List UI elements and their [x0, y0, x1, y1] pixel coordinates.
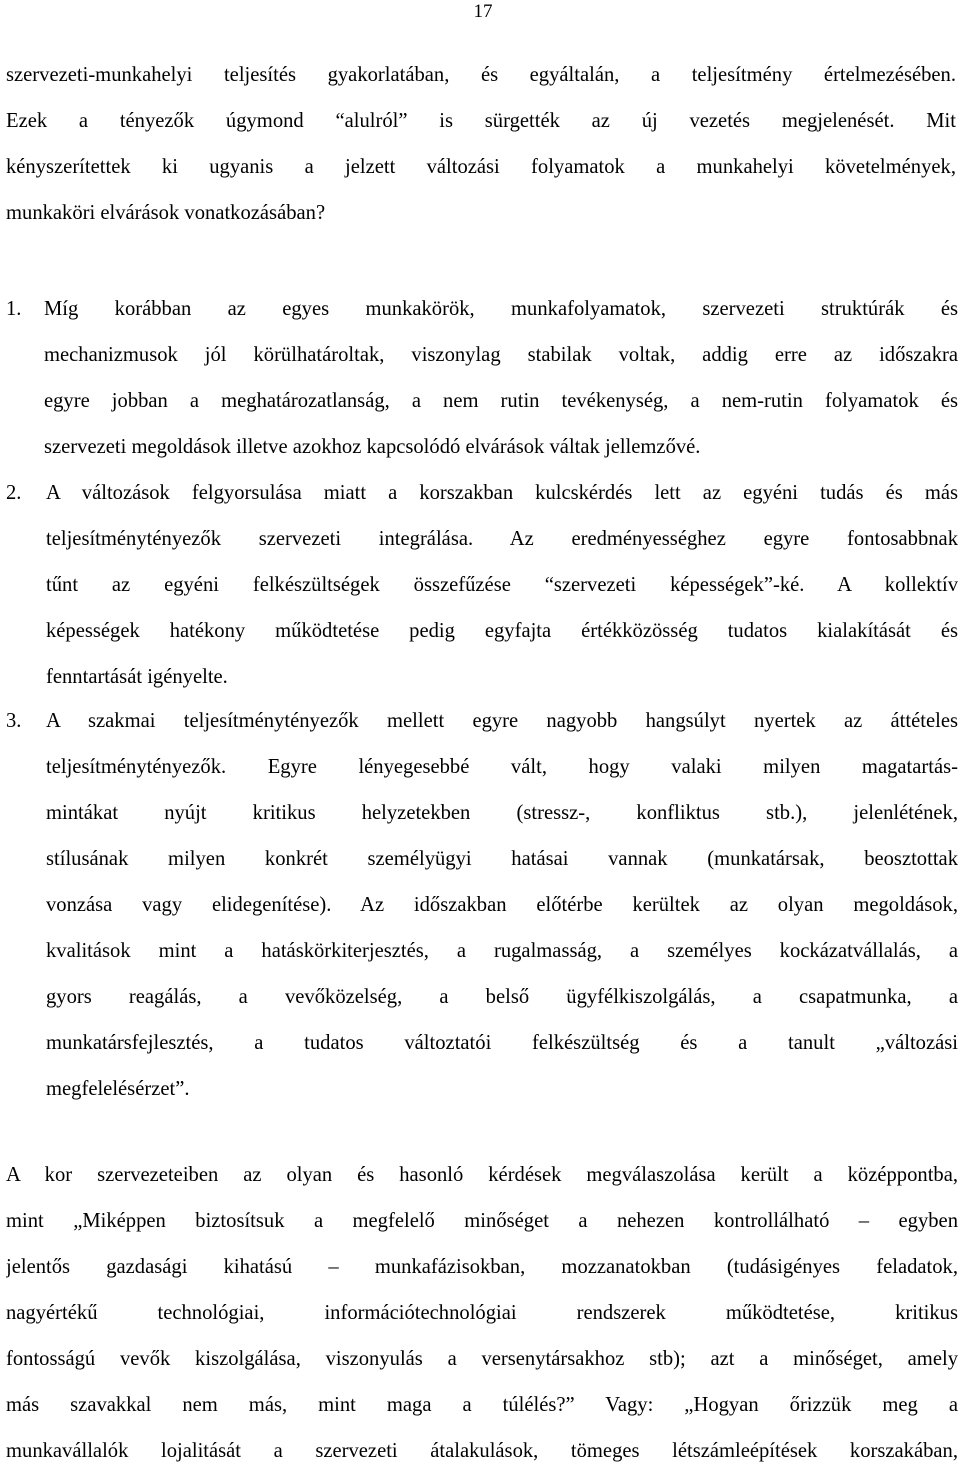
text-line: stílusának milyen konkrét személyügyi hatásai vannak (munkatársak, beosztottak [46, 848, 958, 870]
list-item-number: 3. [6, 710, 22, 732]
text-line: szervezeti megoldások illetve azokhoz kapcsolódó elvárások váltak jellemzővé. [44, 436, 701, 458]
intro-paragraph [6, 52, 956, 236]
text-line: teljesítménytényezők szervezeti integrálása. Az eredményességhez egyre fontosabbnak [46, 528, 958, 550]
text-line: megfelelésérzet”. [46, 1078, 190, 1100]
final-paragraph [6, 1152, 958, 1474]
list-item-text [46, 698, 958, 1112]
text-line: munkavállalók lojalitását a szervezeti átalakulások, tömeges létszámleépítések korszakában, [6, 1440, 958, 1462]
text-line: mintákat nyújt kritikus helyzetekben (stressz-, konfliktus stb.), jelenlétének, [46, 802, 958, 824]
text-line: egyre jobban a meghatározatlanság, a nem rutin tevékenység, a nem-rutin folyamatok és [44, 390, 958, 412]
list-item-number: 2. [6, 482, 22, 504]
text-line: fenntartását igényelte. [46, 666, 228, 688]
text-line: Míg korábban az egyes munkakörök, munkafolyamatok, szervezeti struktúrák és [44, 298, 958, 320]
text-line: A változások felgyorsulása miatt a korszakban kulcskérdés lett az egyéni tudás és más [46, 482, 958, 504]
text-line: jelentős gazdasági kihatású – munkafázisokban, mozzanatokban (tudásigényes feladatok, [6, 1256, 958, 1278]
list-item-text [46, 470, 958, 700]
text-line: munkaköri elvárások vonatkozásában? [6, 202, 326, 224]
text-line: mint „Miképpen biztosítsuk a megfelelő minőséget a nehezen kontrollálható – egyben [6, 1210, 958, 1232]
text-line: más szavakkal nem más, mint maga a túlélés?” Vagy: „Hogyan őrizzük meg a [6, 1394, 958, 1416]
text-line: gyors reagálás, a vevőközelség, a belső ügyfélkiszolgálás, a csapatmunka, a [46, 986, 958, 1008]
text-line: A szakmai teljesítménytényezők mellett egyre nagyobb hangsúlyt nyertek az áttételes [46, 710, 958, 732]
text-line: Ezek a tényezők úgymond “alulról” is sürgették az új vezetés megjelenését. Mit [6, 110, 956, 132]
text-line: kvalitások mint a hatáskörkiterjesztés, a rugalmasság, a személyes kockázatvállalás, a [46, 940, 958, 962]
text-line: képességek hatékony működtetése pedig egyfajta értékközösség tudatos kialakítását és [46, 620, 958, 642]
text-line: vonzása vagy elidegenítése). Az időszakban előtérbe kerültek az olyan megoldások, [46, 894, 958, 916]
text-line: A kor szervezeteiben az olyan és hasonló kérdések megválaszolása került a középpontba, [6, 1164, 958, 1186]
list-item-number: 1. [6, 298, 22, 320]
text-line: nagyértékű technológiai, információtechnológiai rendszerek működtetése, kritikus [6, 1302, 958, 1324]
text-line: teljesítménytényezők. Egyre lényegesebbé vált, hogy valaki milyen magatartás- [46, 756, 958, 778]
text-line: fontosságú vevők kiszolgálása, viszonyulás a versenytársakhoz stb); azt a minőséget, amely [6, 1348, 958, 1370]
text-line: mechanizmusok jól körülhatároltak, viszonylag stabilak voltak, addig erre az időszakra [44, 344, 958, 366]
list-item-text [44, 286, 958, 470]
text-line: szervezeti-munkahelyi teljesítés gyakorlatában, és egyáltalán, a teljesítmény értelmezésében. [6, 64, 956, 86]
text-line: munkatársfejlesztés, a tudatos változtatói felkészültség és a tanult „változási [46, 1032, 958, 1054]
text-line: kényszerítettek ki ugyanis a jelzett változási folyamatok a munkahelyi követelmények, [6, 156, 956, 178]
page-number: 17 [473, 1, 493, 22]
text-line: tűnt az egyéni felkészültségek összefűzése “szervezeti képességek”-ké. A kollektív [46, 574, 958, 596]
